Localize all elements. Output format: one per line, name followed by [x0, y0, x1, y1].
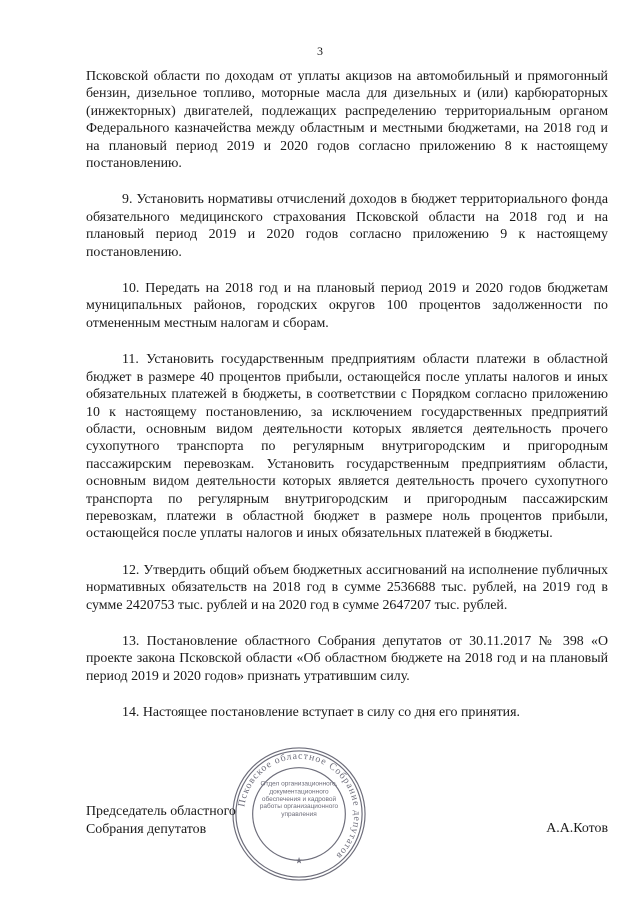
seal-outer-text: Псковское областное Собрание депутатов: [236, 750, 363, 862]
document-body: [86, 68, 608, 722]
seal-inner-text: Отдел организационного, документационного обеспечения и кадровой работы организационного управления: [259, 780, 339, 819]
signatory-position-line-2: Собрания депутатов: [86, 822, 207, 837]
signatory-position: [86, 803, 236, 839]
paragraph-8-continuation: Псковской области по доходам от уплаты акцизов на автомобильный и прямогонный бензин, дизельное топливо, моторные масла для дизельных и (или) карбюраторных (инжекторных) двигателей, подлежащих распределению территориальным органом Федерального казначейства между областным и местными бюджетами, на 2018 год и на плановый период 2019 и 2020 годов согласно приложению 8 к настоящему постановлению.: [86, 69, 608, 172]
paragraph-10: 10. Передать на 2018 год и на плановый период 2019 и 2020 годов бюджетам муниципальных районов, городских округов 100 процентов задолженности по отмененным местным налогам и сборам.: [86, 281, 608, 331]
svg-text:★: ★: [295, 855, 303, 866]
official-seal: [230, 745, 368, 883]
signatory-name: А.А.Котов: [546, 821, 608, 836]
signatory-position-line-1: Председатель областного: [86, 804, 236, 819]
page-number: 3: [317, 44, 323, 58]
paragraph-12: 12. Утвердить общий объем бюджетных ассигнований на исполнение публичных нормативных обязательств на 2018 год в сумме 2536688 тыс. рублей, на 2019 год в сумме 2420753 тыс. рублей и на 2020 год в сумме 2647207 тыс. рублей.: [86, 562, 608, 613]
paragraph-11: 11. Установить государственным предприятиям области платежи в областной бюджет в размере 40 процентов прибыли, остающейся после уплаты налогов и иных обязательных платежей в бюджеты, в соответствии с Порядком согласно приложению 10 к настоящему постановлению, за исключением государственных предприятий области, основным видом деятельности которых является деятельность прочего сухопутного транспорта по регулярным внутригородским и пригородным пассажирским перевозкам. Установить государственным предприятиям области, основным видом деятельности которых является деятельность прочего сухопутного транспорта по регулярным внутригородским и пригородным пассажирским перевозкам, платежи в областной бюджет в размере ноль процентов прибыли, остающейся после уплаты налогов и иных обязательных платежей в бюджеты.: [86, 352, 608, 542]
paragraph-13: 13. Постановление областного Собрания депутатов от 30.11.2017 № 398 «О проекте закона Псковской области «Об областном бюджете на 2018 год и на плановый период 2019 и 2020 годов» признать утратившим силу.: [86, 633, 608, 684]
paragraph-14: 14. Настоящее постановление вступает в силу со дня его принятия.: [122, 705, 520, 721]
paragraph-9: 9. Установить нормативы отчислений доходов в бюджет территориального фонда обязательного медицинского страхования Псковской области на 2018 год и на плановый период 2019 и 2020 годов согласно приложению 9 к настоящему постановлению.: [86, 192, 608, 260]
